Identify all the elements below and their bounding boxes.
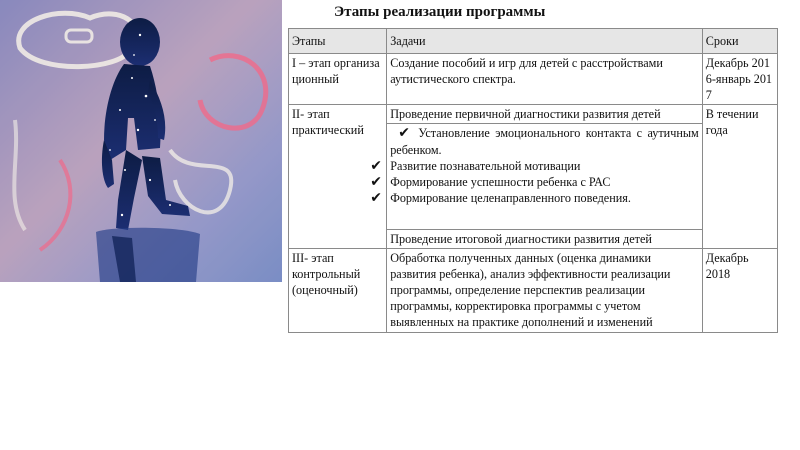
stage-cell: III- этап контрольный (оценочный)	[289, 249, 387, 332]
header-stages: Этапы	[289, 29, 387, 54]
term-cell: Декабрь 2016-январь 2017	[702, 54, 777, 105]
list-item	[370, 157, 699, 174]
checklist-item-text: Формирование успешности ребенка с РАС	[390, 174, 611, 189]
term-cell: В течении года	[702, 105, 777, 249]
list-item	[370, 189, 699, 206]
table-row	[289, 54, 778, 105]
child-silhouette-illustration	[0, 0, 282, 282]
stages-table	[288, 28, 778, 333]
task-cell: Обработка полученных данных (оценка динамики развития ребенка), анализ эффективности реализации программы, определение перспектив реализации программы, корректировка программы с учетом выявленных на практике дополнений и изменений	[387, 249, 703, 332]
table-header-row	[289, 29, 778, 54]
task-cell: Проведение итоговой диагностики развития детей	[387, 229, 703, 248]
check-icon: ✔	[370, 173, 382, 190]
header-tasks: Задачи	[387, 29, 703, 54]
check-icon: ✔	[370, 157, 382, 174]
table-row	[289, 249, 778, 332]
header-terms: Сроки	[702, 29, 777, 54]
spacer	[390, 206, 699, 228]
task-cell: Проведение первичной диагностики развития детей	[387, 105, 703, 124]
task-cell: Создание пособий и игр для детей с расстройствами аутистического спектра.	[387, 54, 703, 105]
stage-cell: II- этап практический	[289, 105, 387, 249]
term-cell: Декабрь 2018	[702, 249, 777, 332]
table-row	[289, 105, 778, 124]
stage-cell: I – этап организационный	[289, 54, 387, 105]
list-item	[370, 173, 699, 190]
checklist-cell	[370, 124, 703, 229]
check-icon: ✔	[398, 125, 410, 142]
checklist-item-text: Развитие познавательной мотивации	[390, 158, 581, 173]
checklist-item-text: Установление эмоционального контакта с аутичным ребенком.	[390, 126, 699, 157]
list-item	[390, 125, 699, 157]
checklist-item-text: Формирование целенаправленного поведения.	[390, 190, 631, 205]
page-title: Этапы реализации программы	[334, 4, 546, 20]
check-icon: ✔	[370, 189, 382, 206]
